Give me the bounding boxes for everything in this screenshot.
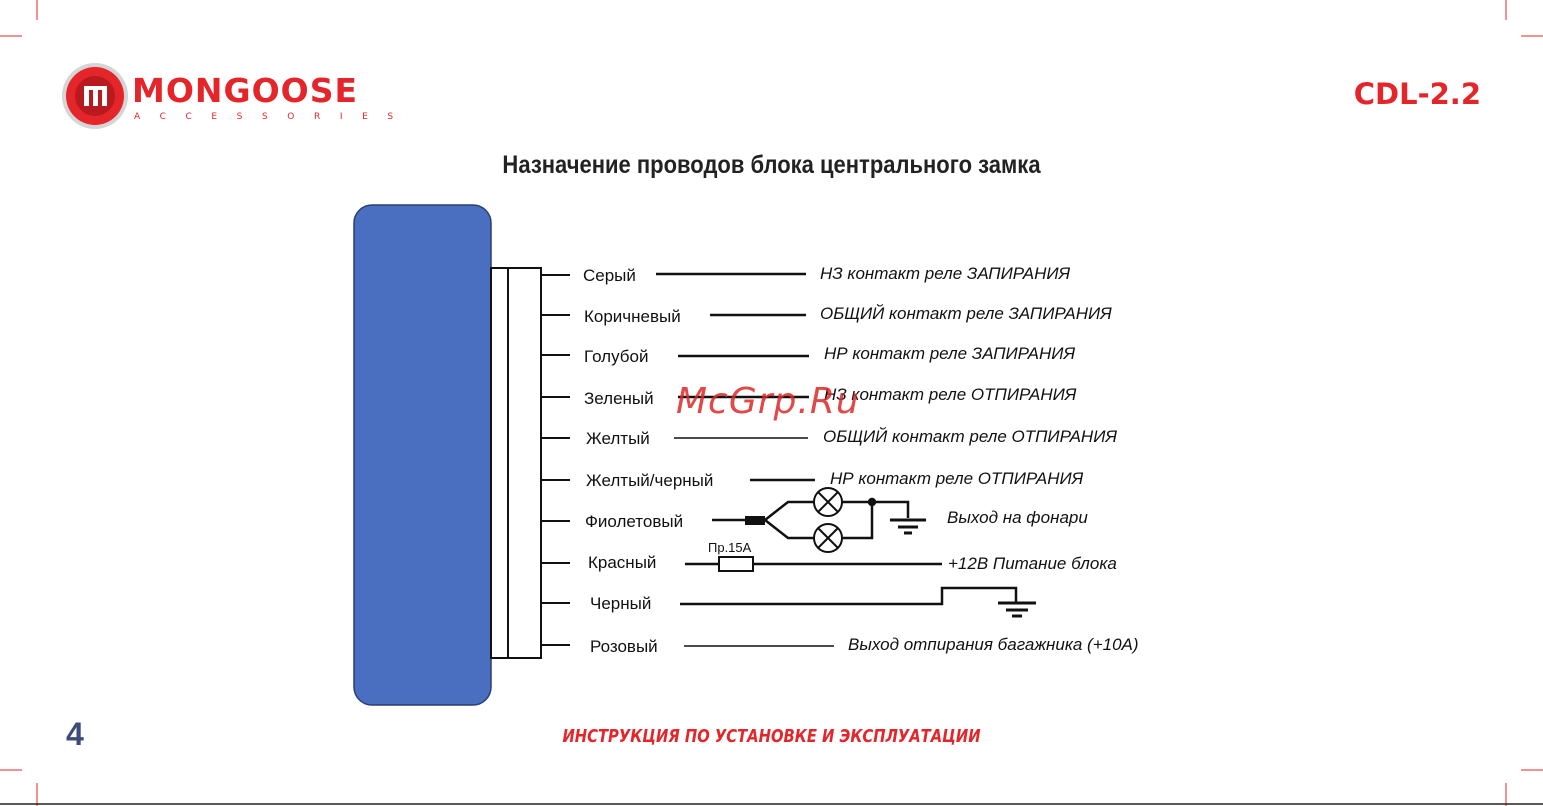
wire-name: Зеленый <box>584 389 654 408</box>
watermark: McGrp.Ru <box>676 381 860 422</box>
fuse-icon <box>719 557 753 571</box>
wire-description: НЗ контакт реле ЗАПИРАНИЯ <box>820 264 1071 283</box>
connector-pins <box>541 275 570 645</box>
wire-name: Серый <box>583 266 636 285</box>
wire-lines <box>656 274 834 646</box>
footer-text: ИНСТРУКЦИЯ ПО УСТАНОВКЕ И ЭКСПЛУАТАЦИИ <box>562 726 981 747</box>
wire-description: НР контакт реле ЗАПИРАНИЯ <box>824 344 1076 363</box>
control-unit-block <box>354 205 491 705</box>
wire-name: Желтый <box>586 429 650 448</box>
wire-description: ОБЩИЙ контакт реле ЗАПИРАНИЯ <box>820 304 1112 323</box>
ground-icon <box>998 603 1036 616</box>
ground-circuit <box>680 588 1016 604</box>
wire-name: Розовый <box>590 637 658 656</box>
wire-name: Голубой <box>584 347 649 366</box>
wire-name: Красный <box>588 553 657 572</box>
wire-description: НР контакт реле ОТПИРАНИЯ <box>830 469 1084 488</box>
wire-name: Черный <box>590 594 652 613</box>
lamp-icon <box>814 488 842 516</box>
page-title: Назначение проводов блока центрального замка <box>502 151 1041 179</box>
lamp-circuit <box>712 499 908 538</box>
ground-icon <box>890 520 926 533</box>
wire-description: Выход отпирания багажника (+10А) <box>848 635 1139 654</box>
wire-name: Фиолетовый <box>585 512 684 531</box>
wire-description: +12В Питание блока <box>948 554 1117 573</box>
wire-name: Желтый/черный <box>586 471 714 490</box>
wire-description: ОБЩИЙ контакт реле ОТПИРАНИЯ <box>823 427 1117 446</box>
brand-subtitle: ACCESSORIES <box>134 112 413 122</box>
wire-description: Выход на фонари <box>947 508 1088 527</box>
wire-description: НЗ контакт реле ОТПИРАНИЯ <box>824 385 1077 404</box>
model-name: CDL-2.2 <box>1353 77 1481 111</box>
lamp-icon <box>814 524 842 552</box>
fuse-label: Пр.15А <box>708 540 752 555</box>
brand-name: MONGOOSE <box>132 71 359 110</box>
page-number: 4 <box>66 716 84 752</box>
connector <box>491 268 541 658</box>
wire-name: Коричневый <box>584 307 681 326</box>
